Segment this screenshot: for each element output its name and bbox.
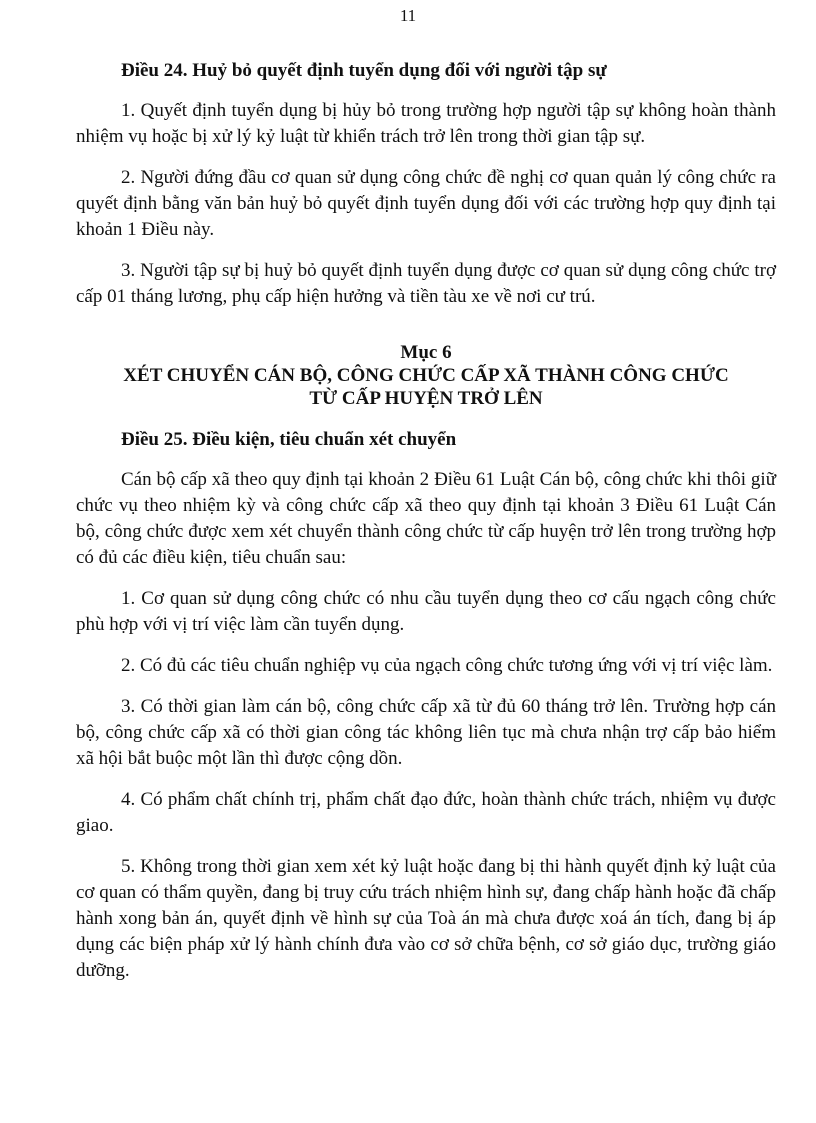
- article-25-condition-4: 4. Có phẩm chất chính trị, phẩm chất đạo đức, hoàn thành chức trách, nhiệm vụ được giao.: [76, 789, 776, 836]
- section-6-title-line-2: TỪ CẤP HUYỆN TRỞ LÊN: [309, 388, 543, 409]
- article-24-paragraph-3: 3. Người tập sự bị huỷ bỏ quyết định tuyển dụng được cơ quan sử dụng công chức trợ cấp 01 tháng lương, phụ cấp hiện hưởng và tiền tàu xe về nơi cư trú.: [76, 260, 776, 307]
- article-24-paragraph-1: 1. Quyết định tuyển dụng bị hủy bỏ trong trường hợp người tập sự không hoàn thành nhiệm vụ hoặc bị xử lý kỷ luật từ khiển trách trở lên trong thời gian tập sự.: [76, 100, 776, 147]
- section-6-title-line-1: XÉT CHUYỂN CÁN BỘ, CÔNG CHỨC CẤP XÃ THÀNH CÔNG CHỨC: [123, 365, 729, 386]
- article-25-heading: Điều 25. Điều kiện, tiêu chuẩn xét chuyển: [121, 429, 457, 450]
- article-25-intro: Cán bộ cấp xã theo quy định tại khoản 2 Điều 61 Luật Cán bộ, công chức khi thôi giữ chức vụ theo nhiệm kỳ và công chức cấp xã theo quy định tại khoản 3 Điều 61 Luật Cán bộ, công chức được xem xét chuyển thành công chức từ cấp huyện trở lên trong trường hợp có đủ các điều kiện, tiêu chuẩn sau:: [76, 469, 776, 568]
- page-content: [76, 58, 776, 999]
- article-25-condition-5: 5. Không trong thời gian xem xét kỷ luật hoặc đang bị thi hành quyết định kỷ luật của cơ quan có thẩm quyền, đang bị truy cứu trách nhiệm hình sự, đang chấp hành hoặc đã chấp hành xong bản án, quyết định về hình sự của Toà án mà chưa được xoá án tích, đang bị áp dụng các biện pháp xử lý hành chính đưa vào cơ sở chữa bệnh, cơ sở giáo dục, trường giáo dưỡng.: [76, 856, 776, 981]
- article-25-condition-2: 2. Có đủ các tiêu chuẩn nghiệp vụ của ngạch công chức tương ứng với vị trí việc làm.: [121, 655, 773, 676]
- section-6-label: Mục 6: [400, 342, 452, 363]
- page-number: 11: [399, 6, 417, 25]
- article-24-paragraph-2: 2. Người đứng đầu cơ quan sử dụng công chức đề nghị cơ quan quản lý công chức ra quyết định bằng văn bản huỷ bỏ quyết định tuyển dụng đối với các trường hợp quy định tại khoản 1 Điều này.: [76, 167, 776, 240]
- section-6-heading: [76, 341, 776, 410]
- article-25-condition-1: 1. Cơ quan sử dụng công chức có nhu cầu tuyển dụng theo cơ cấu ngạch công chức phù hợp với vị trí việc làm cần tuyển dụng.: [76, 588, 776, 635]
- article-24-heading: Điều 24. Huỷ bỏ quyết định tuyển dụng đối với người tập sự: [121, 60, 607, 81]
- article-25-condition-3: 3. Có thời gian làm cán bộ, công chức cấp xã từ đủ 60 tháng trở lên. Trường hợp cán bộ, công chức cấp xã có thời gian công tác không liên tục mà chưa nhận trợ cấp bảo hiểm xã hội bắt buộc một lần thì được cộng dồn.: [76, 696, 776, 769]
